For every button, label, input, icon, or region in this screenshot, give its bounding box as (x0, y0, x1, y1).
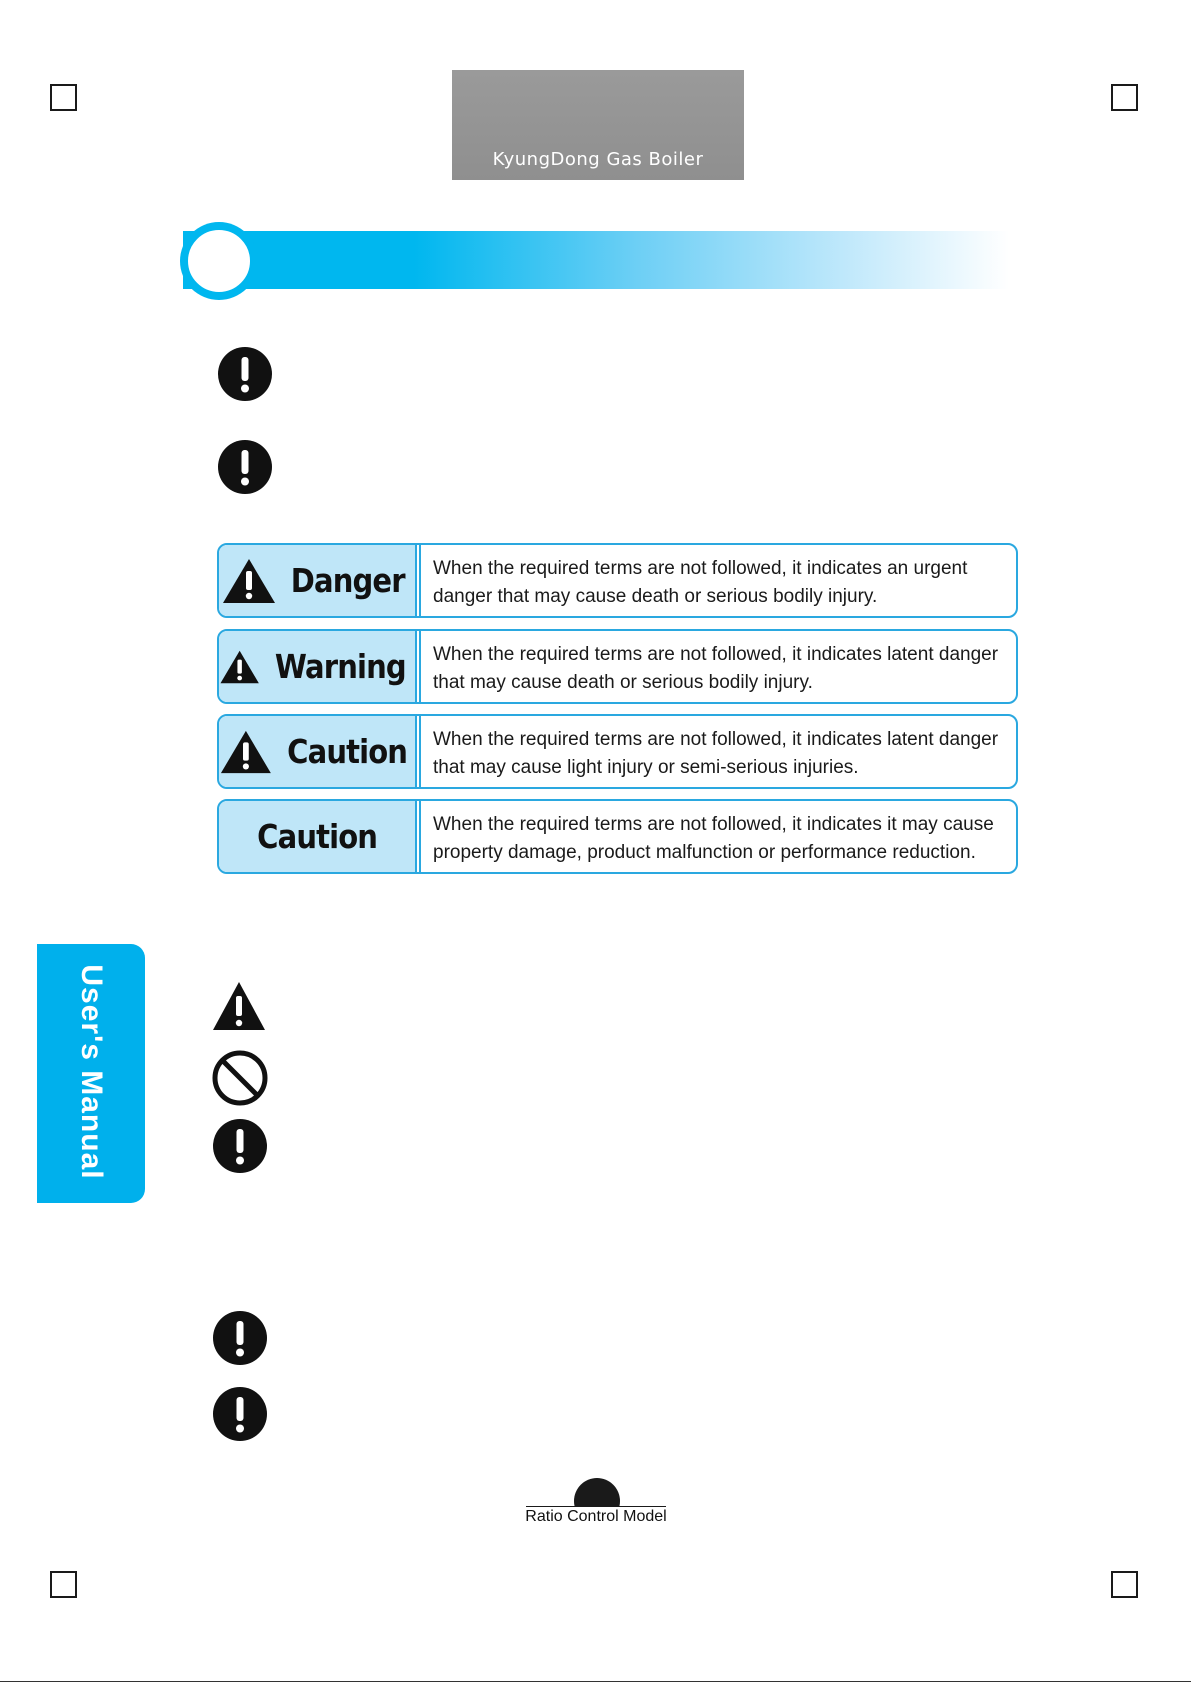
legend-label-danger (219, 545, 415, 616)
header-brand-text: KyungDong Gas Boiler (492, 149, 704, 170)
mandatory-icon (217, 346, 273, 402)
warning-triangle-icon (219, 643, 260, 691)
crop-mark-bottom-right (1111, 1571, 1138, 1598)
footer-rule (526, 1506, 666, 1507)
legend-row-danger (217, 543, 1018, 618)
footer-model-name: Ratio Control Model (525, 1508, 667, 1525)
page-bottom-rule (0, 1681, 1191, 1682)
warning-triangle-icon (211, 980, 267, 1032)
legend-row-divider (415, 545, 421, 616)
legend-row-divider (415, 716, 421, 787)
legend-description: When the required terms are not followed, it indicates it may cause property damage, product malfunction or performance reduction. (433, 814, 994, 863)
legend-label-text: Warning (275, 647, 407, 686)
side-tab-label: User's Manual (75, 964, 108, 1180)
legend-label-caution-property (219, 801, 415, 872)
crop-mark-top-right (1111, 84, 1138, 111)
legend-label-text: Caution (286, 732, 407, 771)
side-tab-users-manual (37, 944, 145, 1203)
legend-description: When the required terms are not followed, it indicates latent danger that may cause light injury or semi-serious injuries. (433, 729, 999, 778)
mandatory-icon (212, 1310, 268, 1366)
warning-triangle-icon (221, 557, 277, 605)
section-number-circle (180, 222, 258, 300)
legend-row-divider (415, 801, 421, 872)
header-brand-block (452, 70, 744, 180)
crop-mark-bottom-left (50, 1571, 77, 1598)
mandatory-icon (212, 1118, 268, 1174)
legend-row-divider (415, 631, 421, 702)
crop-mark-top-left (50, 84, 77, 111)
mandatory-icon (217, 439, 273, 495)
legend-label-caution (219, 716, 415, 787)
legend-label-warning (219, 631, 415, 702)
section-banner (183, 231, 1009, 289)
mandatory-icon (212, 1386, 268, 1442)
warning-triangle-icon (219, 728, 273, 776)
section-number-circle-inner (186, 228, 252, 294)
legend-row-warning (217, 629, 1018, 704)
prohibited-icon (212, 1050, 268, 1106)
legend-description: When the required terms are not followed, it indicates an urgent danger that may cause death or serious bodily injury. (433, 558, 968, 607)
legend-label-text: Caution (257, 817, 377, 856)
legend-description: When the required terms are not followed, it indicates latent danger that may cause death or serious bodily injury. (433, 644, 999, 693)
legend-label-text: Danger (291, 561, 405, 600)
legend-row-caution (217, 714, 1018, 789)
legend-row-caution-property (217, 799, 1018, 874)
